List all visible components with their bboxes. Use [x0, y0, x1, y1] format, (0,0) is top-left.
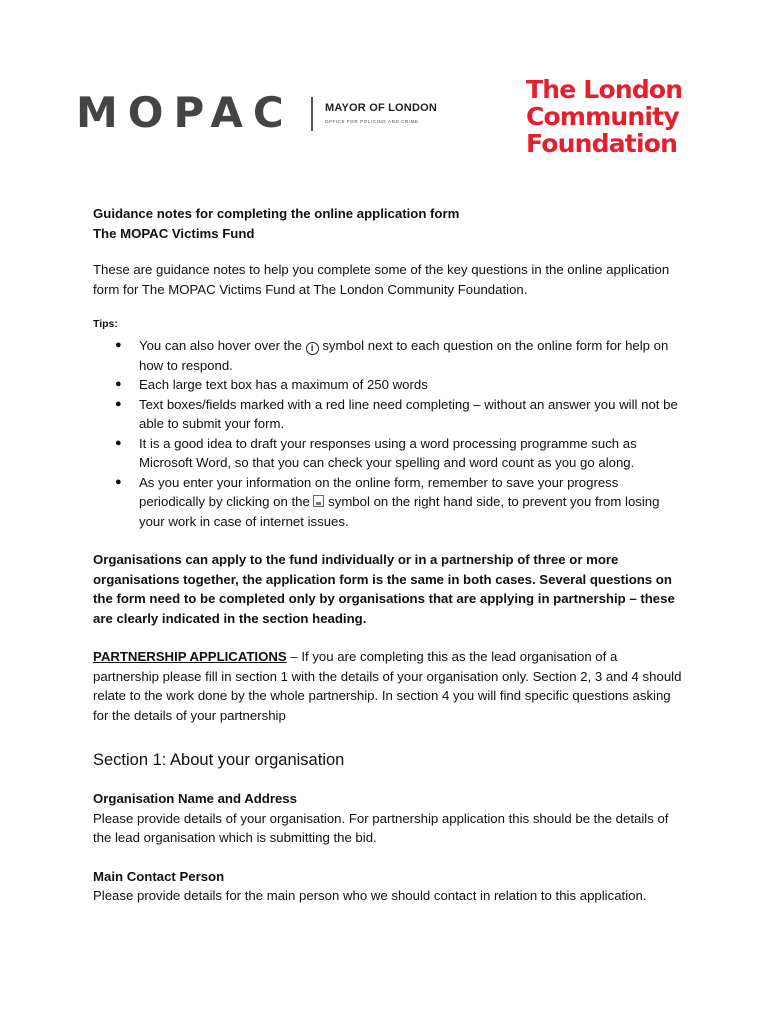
document-subtitle: The MOPAC Victims Fund: [93, 225, 255, 241]
tip-item: ● You can also hover over the i symbol next to each question on the online form for help on how to respond.: [115, 338, 669, 373]
bullet-icon: ●: [115, 378, 122, 390]
organisations-paragraph: Organisations can apply to the fund individually or in a partnership of three or more organisations together, the application form is the same in both cases. Several questions on the form need to be completed only by organisations that are applying in partnership – these are clearly indicated in the section heading.: [93, 552, 675, 626]
tip-item: ● It is a good idea to draft your responses using a word processing programme such as Microsoft Word, so that you can check your spelling and word count as you go along.: [115, 435, 637, 470]
bullet-icon: ●: [115, 436, 122, 449]
document-title: Guidance notes for completing the online application form: [93, 206, 460, 221]
document-body: [93, 204, 683, 906]
logo-divider: [311, 97, 313, 131]
tip-item: ● Each large text box has a maximum of 250 words: [93, 375, 683, 395]
bullet-icon: ●: [115, 397, 122, 410]
mayor-of-london-logo: [325, 102, 437, 124]
lcf-logo-line: Foundation: [526, 129, 678, 158]
contact-heading: Main Contact Person: [93, 868, 225, 884]
org-name-text: Please provide details of your organisation. For partnership application this should be the details of the lead organisation which is submitting the bid.: [93, 810, 669, 845]
mopac-logo: MOPAC: [76, 88, 294, 137]
save-icon: [313, 495, 324, 507]
header-logos: [0, 0, 770, 190]
contact-text: Please provide details for the main person who we should contact in relation to this application.: [93, 888, 647, 903]
tip-item: ● As you enter your information on the online form, remember to save your progress periodically by clicking on the symbol on the right hand side, to prevent you from losing your work in case of internet issues.: [115, 474, 660, 529]
partnership-text: – If you are completing this as the lead organisation of a partnership please fill in section 1 with the details of your organisation only. Section 2, 3 and 4 should relate to the work done by the whole partnership. In section 4 you will find specific questions asking for the details of your partnership: [93, 649, 682, 723]
tips-list: [93, 336, 683, 531]
mayor-logo-subtitle: OFFICE FOR POLICING AND CRIME: [325, 119, 419, 124]
section1-heading: Section 1: About your organisation: [93, 751, 345, 769]
partnership-label: PARTNERSHIP APPLICATIONS: [93, 649, 287, 664]
tips-label: Tips:: [93, 318, 118, 330]
org-name-heading: Organisation Name and Address: [93, 791, 297, 806]
mayor-logo-title: MAYOR OF LONDON: [325, 102, 437, 114]
tip-item: ● Text boxes/fields marked with a red line need completing – without an answer you will not be able to submit your form.: [115, 396, 678, 431]
intro-paragraph: These are guidance notes to help you complete some of the key questions in the online application form for The MOPAC Victims Fund at The London Community Foundation.: [93, 262, 670, 297]
bullet-icon: ●: [115, 339, 122, 351]
lcf-logo-line: Community: [526, 102, 679, 131]
info-icon: i: [306, 342, 319, 355]
lcf-logo-line: The London: [526, 75, 683, 104]
partnership-paragraph: [93, 647, 683, 725]
bullet-icon: ●: [115, 475, 122, 488]
london-community-foundation-logo: [526, 76, 682, 157]
